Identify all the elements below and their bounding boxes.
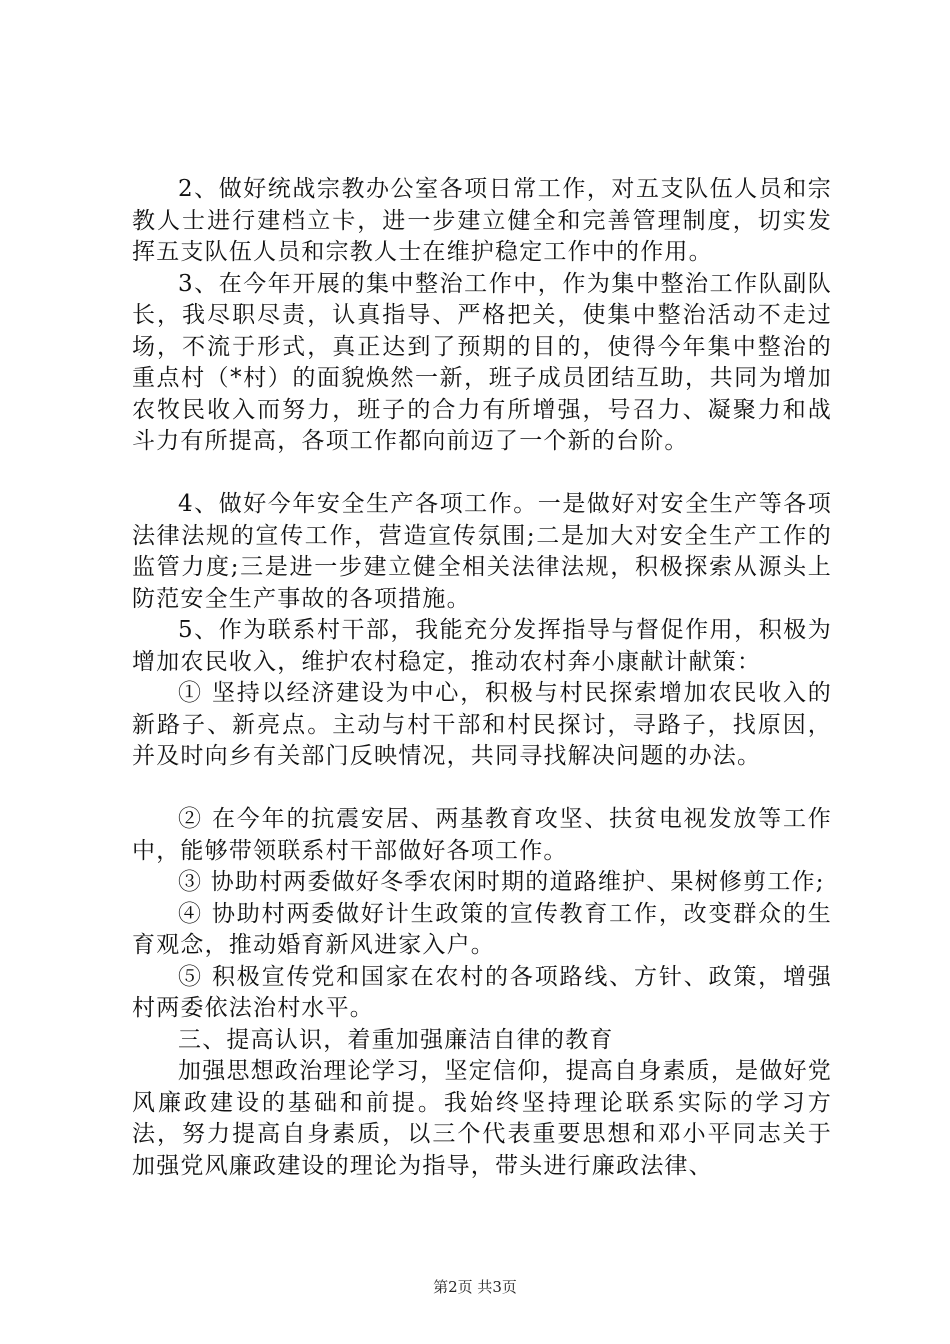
paragraph-item-4: 4、做好今年安全生产各项工作。一是做好对安全生产等各项法律法规的宣传工作，营造宣传氛围;二是加大对安全生产工作的监管力度;三是进一步建立健全相关法律法规，积极探索从源头上防范安全生产事故的各项措施。 bbox=[132, 491, 832, 612]
paragraph-section-body: 加强思想政治理论学习，坚定信仰，提高自身素质，是做好党风廉政建设的基础和前提。我始终坚持理论联系实际的学习方法，努力提高自身素质，以三个代表重要思想和邓小平同志关于加强党风廉政建设的理论为指导，带头进行廉政法律、 bbox=[132, 1058, 832, 1179]
paragraph-item-3: 3、在今年开展的集中整治工作中，作为集中整治工作队副队长，我尽职尽责，认真指导、严格把关，使集中整治活动不走过场，不流于形式，真正达到了预期的目的，使得今年集中整治的重点村（*村）的面貌焕然一新，班子成员团结互助，共同为增加农牧民收入而努力，班子的合力有所增强，号召力、凝聚力和战斗力有所提高，各项工作都向前迈了一个新的台阶。 bbox=[132, 270, 832, 454]
section-heading: 三、提高认识，着重加强廉洁自律的教育 bbox=[178, 1026, 614, 1053]
paragraph-item-2: 2、做好统战宗教办公室各项日常工作，对五支队伍人员和宗教人士进行建档立卡，进一步建立健全和完善管理制度，切实发挥五支队伍人员和宗教人士在维护稳定工作中的作用。 bbox=[132, 176, 832, 265]
paragraph-subitem-3: ③ 协助村两委做好冬季农闲时期的道路维护、果树修剪工作; bbox=[178, 869, 825, 895]
paragraph-subitem-1: ① 坚持以经济建设为中心，积极与村民探索增加农民收入的新路子、新亮点。主动与村干部和村民探讨，寻路子，找原因，并及时向乡有关部门反映情况，共同寻找解决问题的办法。 bbox=[132, 680, 832, 769]
paragraph-item-5: 5、作为联系村干部，我能充分发挥指导与督促作用，积极为增加农民收入，维护农村稳定，推动农村奔小康献计献策： bbox=[132, 617, 832, 675]
paragraph-subitem-2: ② 在今年的抗震安居、两基教育攻坚、扶贫电视发放等工作中，能够带领联系村干部做好各项工作。 bbox=[132, 806, 832, 864]
paragraph-subitem-5: ⑤ 积极宣传党和国家在农村的各项路线、方针、政策，增强村两委依法治村水平。 bbox=[132, 963, 832, 1021]
paragraph-subitem-4: ④ 协助村两委做好计生政策的宣传教育工作，改变群众的生育观念，推动婚育新风进家入户。 bbox=[132, 900, 832, 958]
document-body bbox=[132, 174, 832, 1182]
page-number-footer: 第2页 共3页 bbox=[433, 1278, 517, 1296]
